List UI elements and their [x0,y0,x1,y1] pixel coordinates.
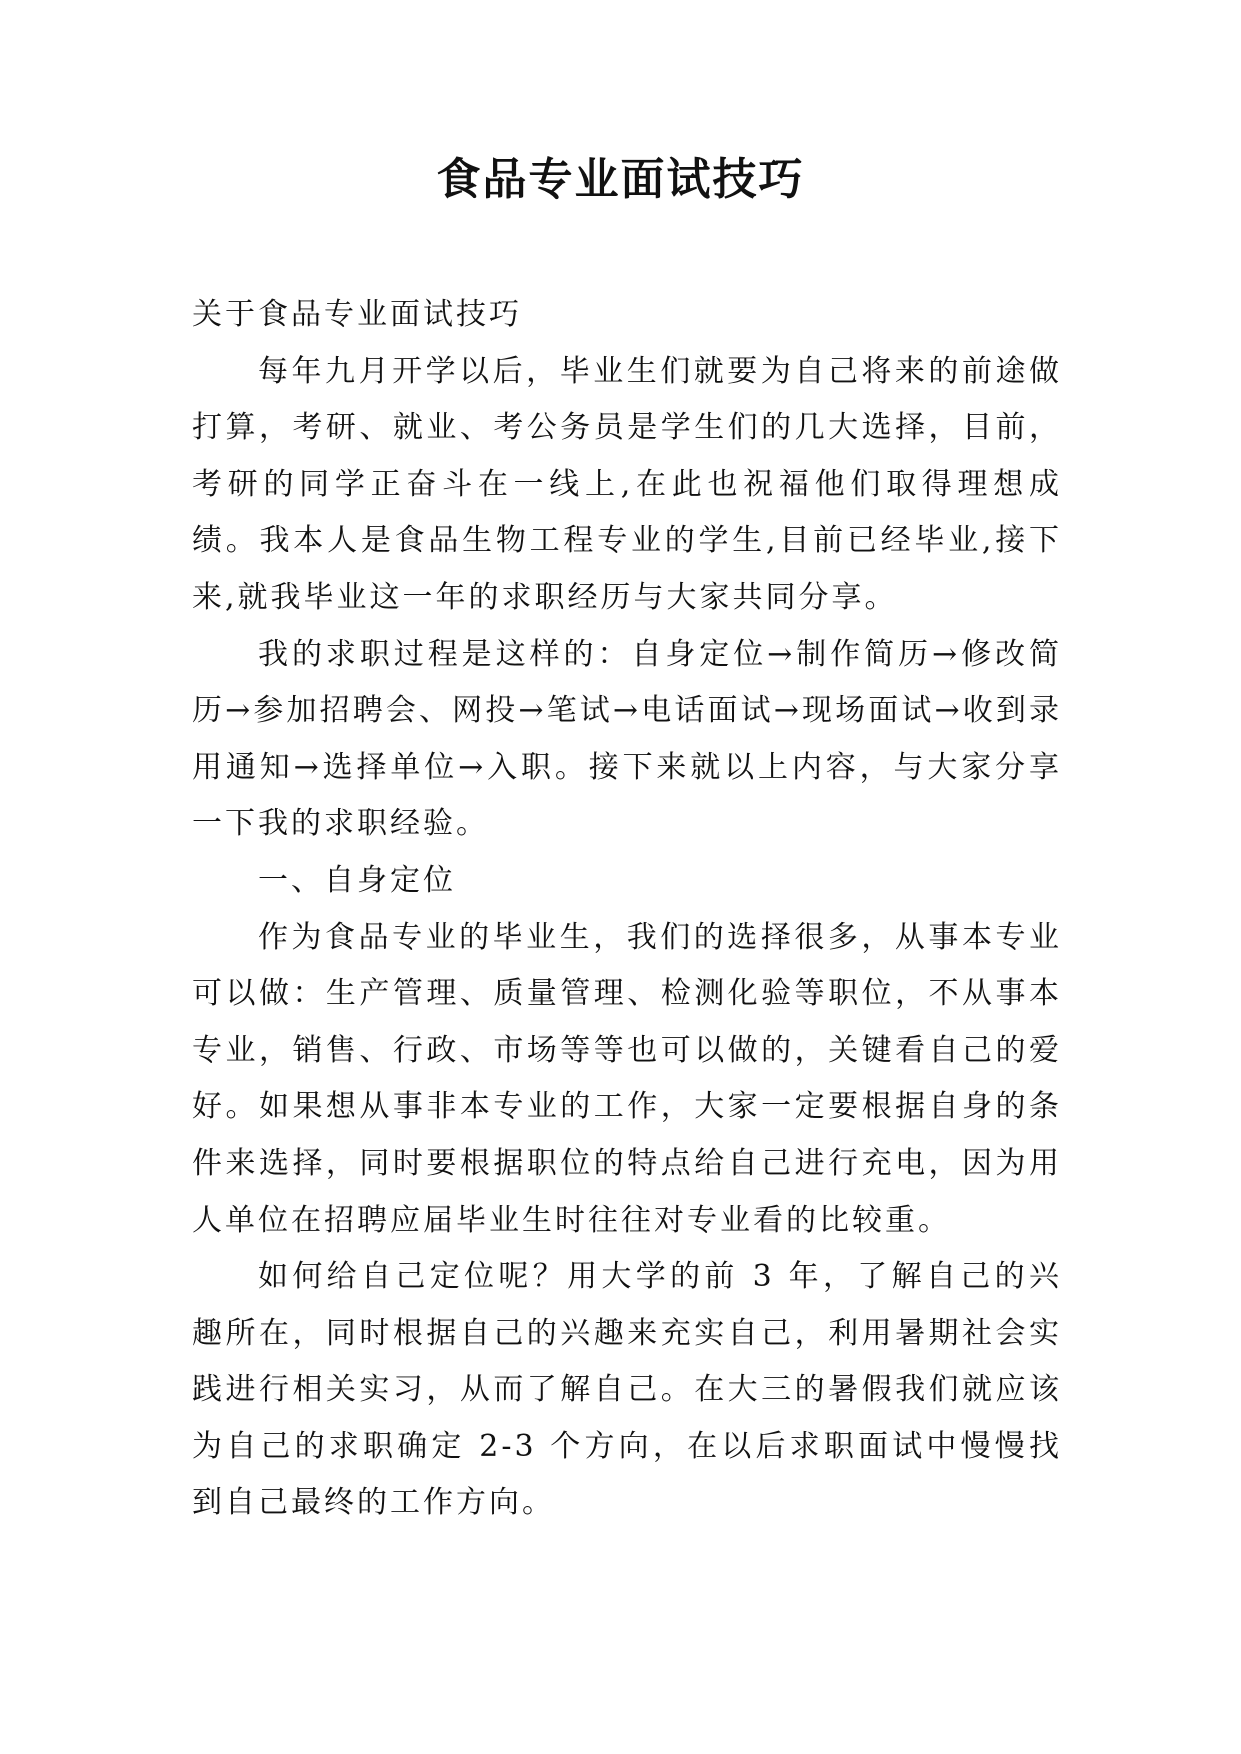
document-title: 食品专业面试技巧 [436,154,805,205]
section-heading-self-positioning: 一、自身定位 [258,862,456,898]
paragraph-career-options: 作为食品专业的毕业生，我们的选择很多，从事本专业可以做：生产管理、质量管理、检测化验等职位，不从事本专业，销售、行政、市场等等也可以做的，关键看自己的爱好。如果想从事非本专业的工作，大家一定要根据自身的条件来选择，同时要根据职位的特点给自己进行充电，因为用人单位在招聘应届毕业生时往往对专业看的比较重。 [192,919,1062,1238]
paragraph-intro: 每年九月开学以后，毕业生们就要为自己将来的前途做打算，考研、就业、考公务员是学生们的几大选择，目前，考研的同学正奋斗在一线上,在此也祝福他们取得理想成绩。我本人是食品生物工程专业的学生,目前已经毕业,接下来,就我毕业这一年的求职经历与大家共同分享。 [192,353,1062,615]
paragraph-how-to-position: 如何给自己定位呢？用大学的前 3 年，了解自己的兴趣所在，同时根据自己的兴趣来充实自己，利用暑期社会实践进行相关实习，从而了解自己。在大三的暑假我们就应该为自己的求职确定 2-3 个方向，在以后求职面试中慢慢找到自己最终的工作方向。 [192,1259,1062,1521]
paragraph-subtitle: 关于食品专业面试技巧 [192,297,522,332]
paragraph-process: 我的求职过程是这样的：自身定位→制作简历→修改简历→参加招聘会、网投→笔试→电话面试→现场面试→收到录用通知→选择单位→入职。接下来就以上内容，与大家分享一下我的求职经验。 [192,636,1062,842]
document-body [192,287,1062,1532]
